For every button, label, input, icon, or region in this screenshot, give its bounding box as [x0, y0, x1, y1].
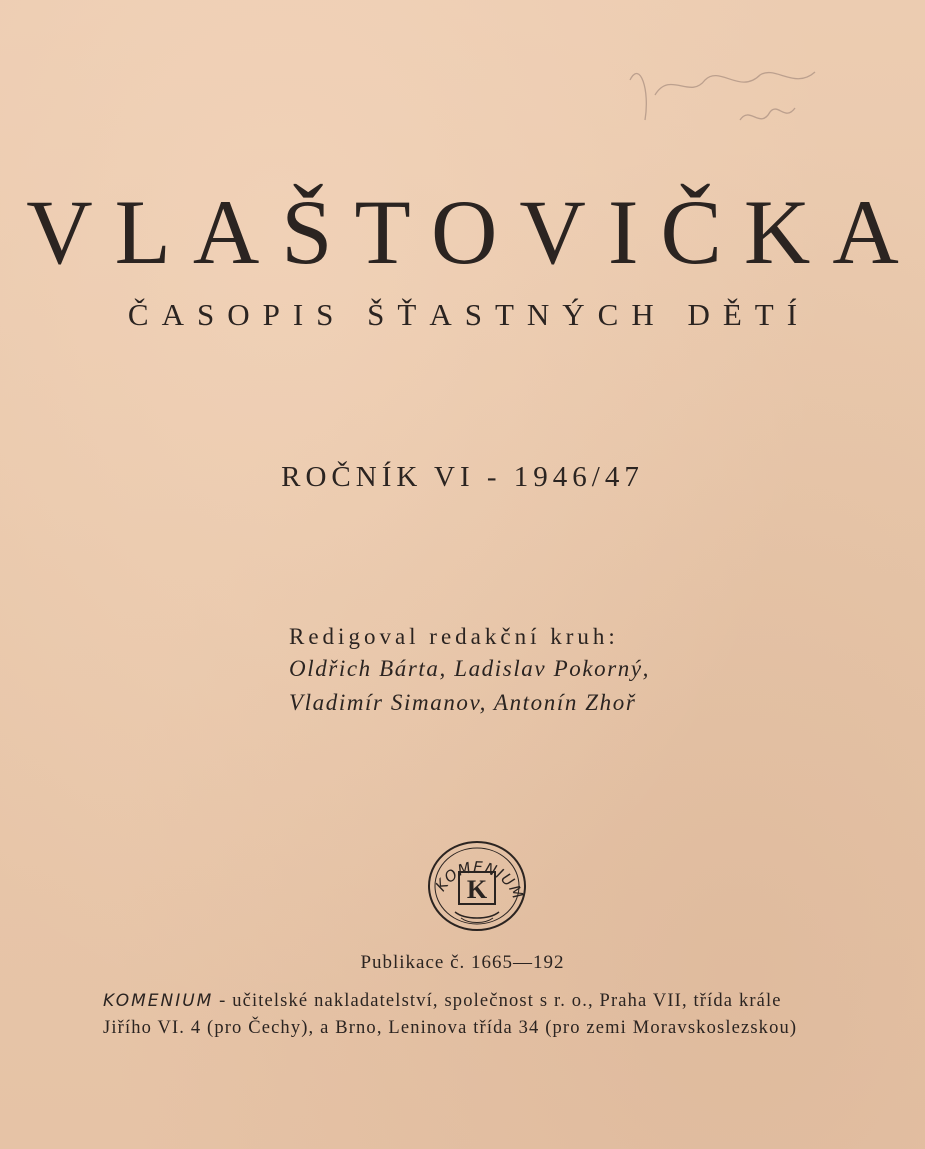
editors-names-line-1: Oldřich Bárta, Ladislav Pokorný, — [289, 656, 651, 681]
editors-block — [289, 622, 650, 720]
komenium-logo-icon — [425, 838, 529, 934]
volume-year: ROČNÍK VI - 1946/47 — [281, 461, 644, 493]
publisher-line-1-text: - učitelské nakladatelství, společnost s r. o., Praha VII, třída krále — [213, 991, 782, 1011]
publisher-info — [103, 988, 863, 1042]
magazine-subtitle: ČASOPIS ŠŤASTNÝCH DĚTÍ — [127, 297, 811, 332]
svg-text:K: K — [466, 875, 488, 904]
svg-text:KOMENIUM: KOMENIUM — [431, 858, 528, 903]
publisher-brand: KOMENIUM — [103, 991, 214, 1011]
publisher-line-1 — [103, 988, 863, 1015]
editors-lead: Redigoval redakční kruh: — [289, 624, 619, 649]
handwritten-pencil-note — [610, 50, 840, 140]
publication-number: Publikace č. 1665—192 — [360, 952, 565, 973]
publisher-line-2: Jiřího VI. 4 (pro Čechy), a Brno, Leninova třída 34 (pro zemi Moravskoslezskou) — [103, 1018, 798, 1038]
editors-names-line-2: Vladimír Simanov, Antonín Zhoř — [289, 690, 637, 715]
magazine-title: VLAŠTOVIČKA — [26, 181, 921, 283]
